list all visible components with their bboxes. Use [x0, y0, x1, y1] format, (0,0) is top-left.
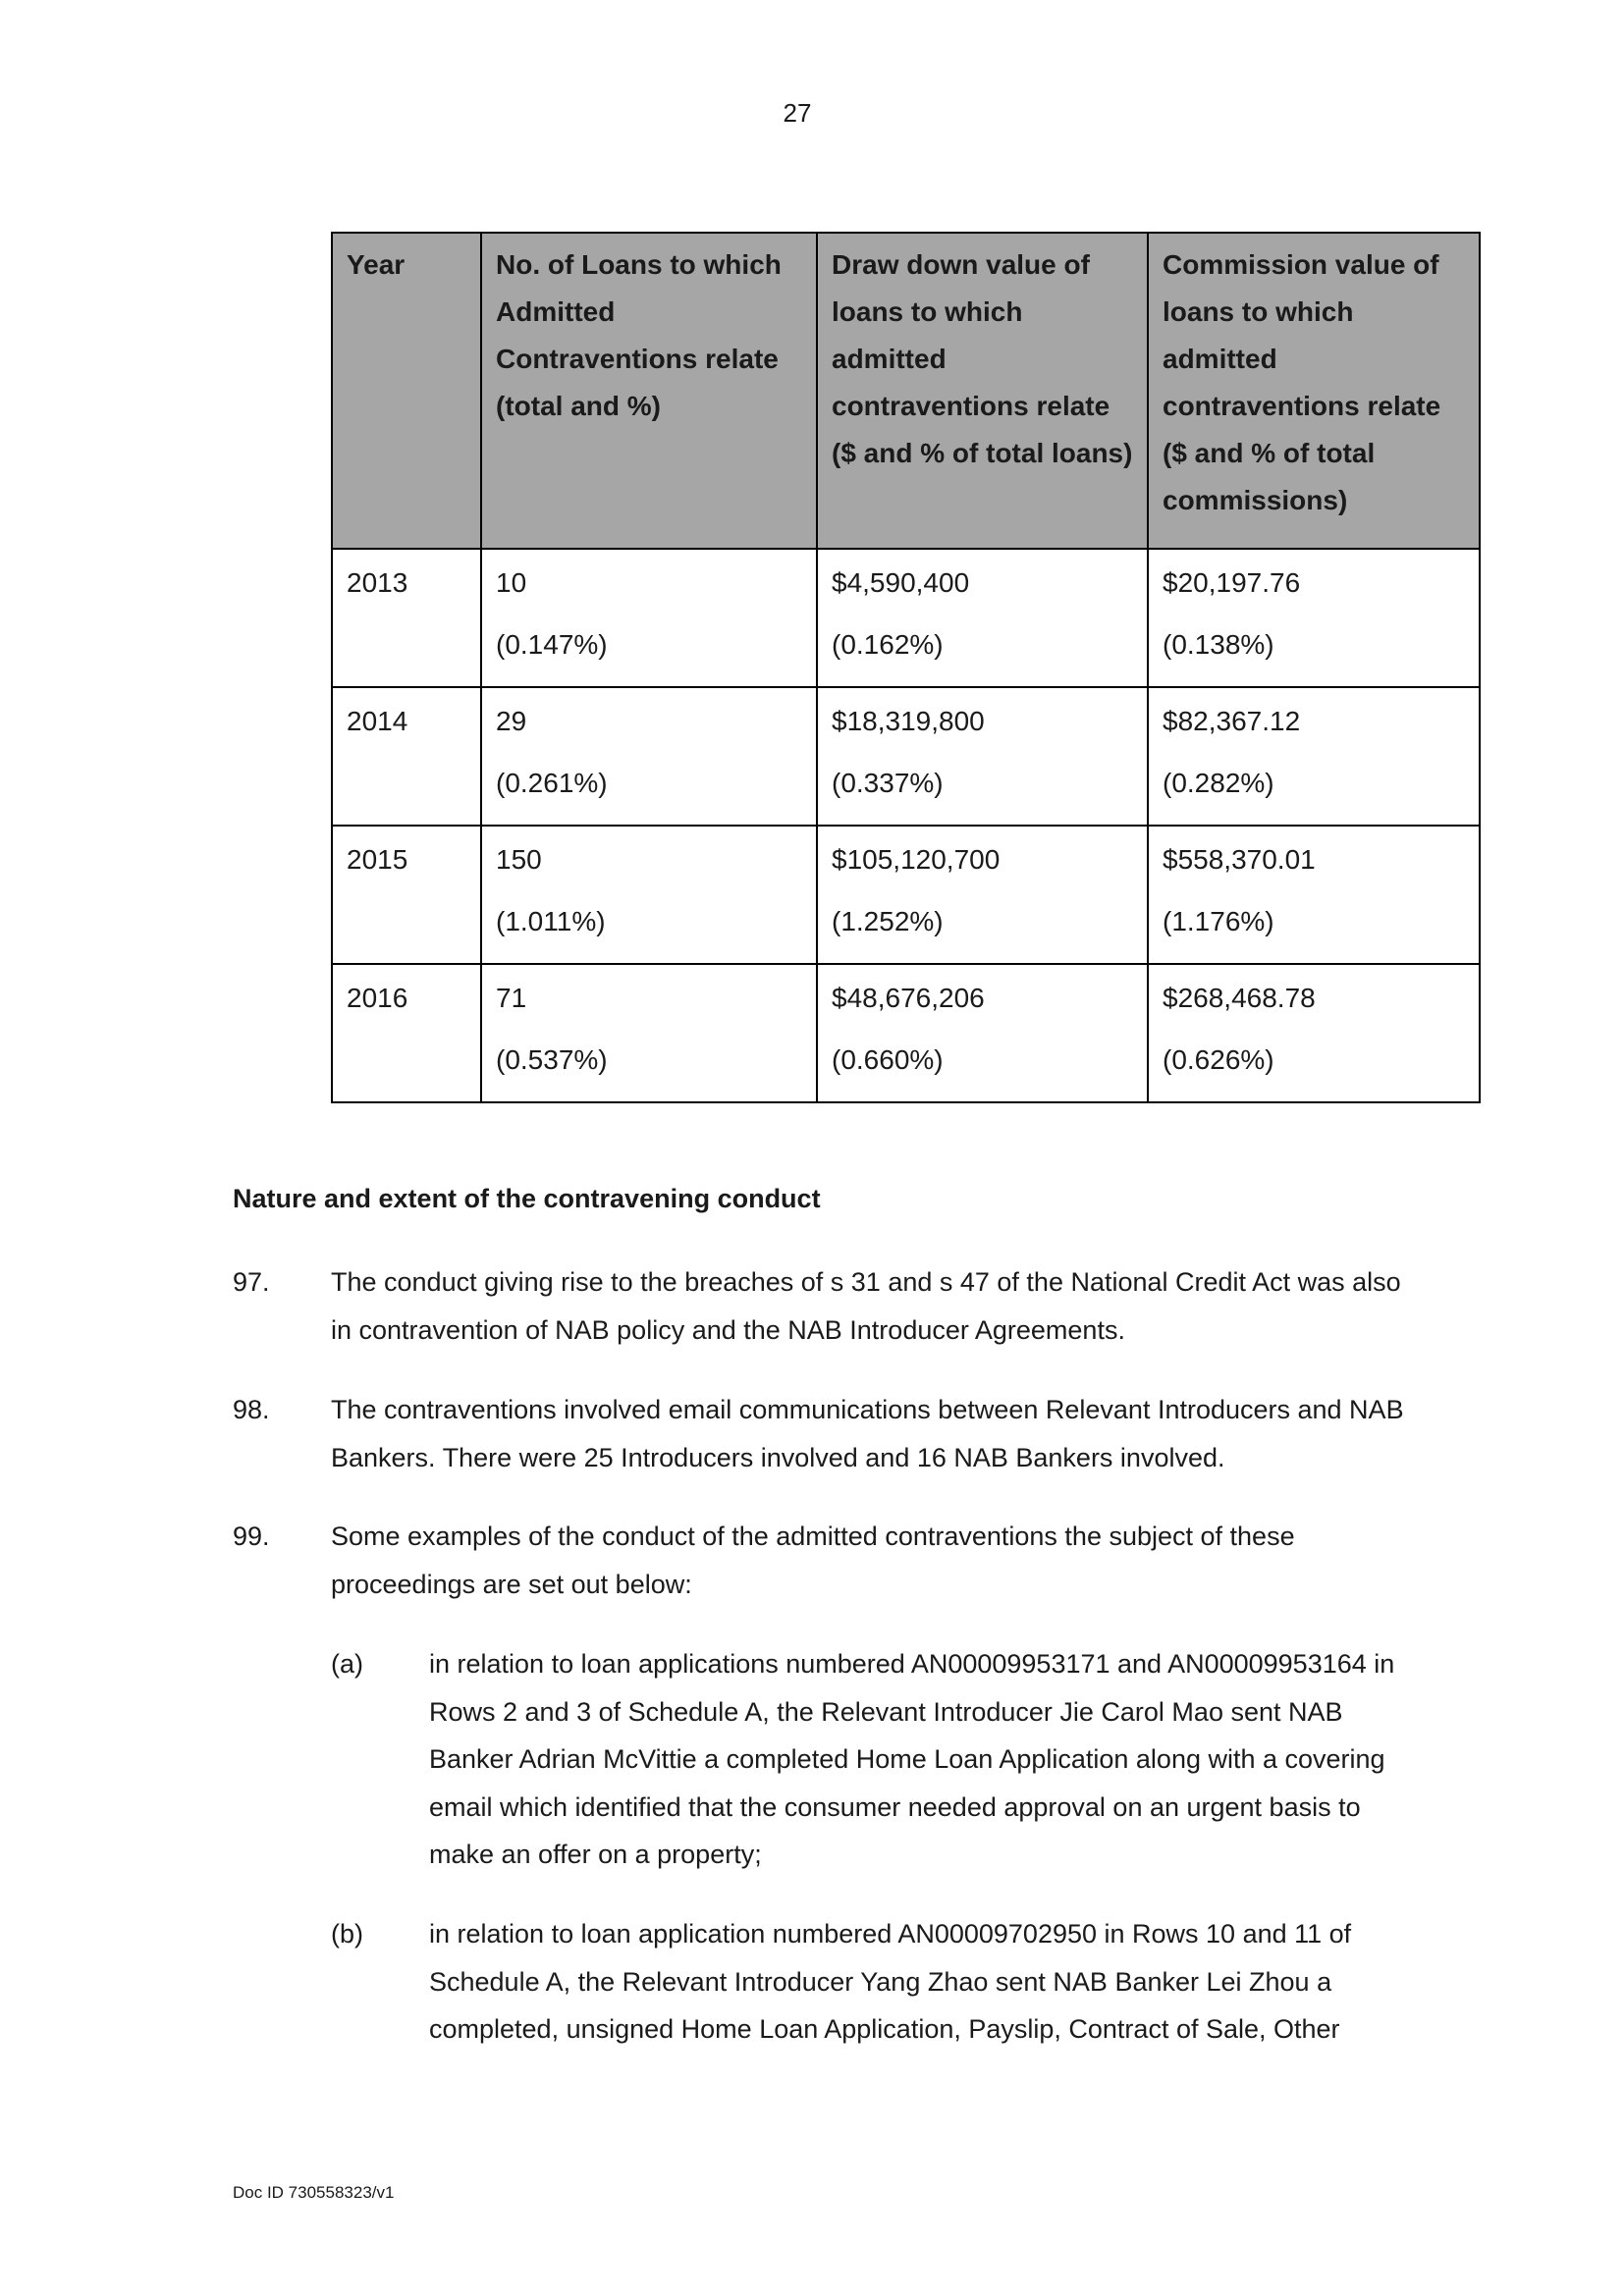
commission-cell — [1148, 549, 1480, 687]
commission-amount: $268,468.78 — [1163, 983, 1316, 1013]
drawdown-amount: $4,590,400 — [832, 567, 970, 598]
table-header-row — [332, 233, 1480, 549]
loans-cell — [481, 964, 817, 1102]
drawdown-amount: $105,120,700 — [832, 844, 1001, 875]
loans-count: 29 — [496, 706, 527, 736]
table-row — [332, 964, 1480, 1102]
paragraph-number: 99. — [233, 1522, 270, 1551]
contraventions-table — [331, 232, 1481, 1103]
commission-cell — [1148, 964, 1480, 1102]
header-loan-count: No. of Loans to which Admitted Contraventions relate (total and %) — [481, 233, 817, 549]
subparagraph-text: in relation to loan application numbered AN00009702950 in Rows 10 and 11 of Schedule A, the Relevant Introducer Yang Zhao sent NAB Banker Lei Zhou a completed, unsigned Home Loan Application, Payslip, Contract of Sale, Other — [429, 1919, 1352, 2044]
year-cell — [332, 964, 481, 1102]
year-cell — [332, 687, 481, 826]
loans-count: 71 — [496, 983, 527, 1013]
table-row — [332, 549, 1480, 687]
drawdown-percent: (1.252%) — [832, 906, 944, 936]
commission-cell — [1148, 826, 1480, 964]
commission-amount: $82,367.12 — [1163, 706, 1301, 736]
year-value: 2016 — [347, 983, 408, 1013]
commission-amount: $20,197.76 — [1163, 567, 1301, 598]
paragraph-text: The contraventions involved email communications between Relevant Introducers and NAB Bankers. There were 25 Introducers involved and 16 NAB Bankers involved. — [331, 1395, 1404, 1472]
table-row — [332, 687, 1480, 826]
subparagraph-label: (b) — [331, 1919, 363, 1949]
loans-count: 150 — [496, 844, 542, 875]
loans-percent: (0.147%) — [496, 629, 608, 660]
subparagraph-label: (a) — [331, 1649, 363, 1679]
year-value: 2015 — [347, 844, 408, 875]
year-cell — [332, 826, 481, 964]
drawdown-cell — [817, 964, 1148, 1102]
drawdown-amount: $48,676,206 — [832, 983, 985, 1013]
loans-cell — [481, 687, 817, 826]
year-value: 2013 — [347, 567, 408, 598]
drawdown-cell — [817, 826, 1148, 964]
commission-percent: (0.626%) — [1163, 1044, 1274, 1075]
year-value: 2014 — [347, 706, 408, 736]
drawdown-percent: (0.162%) — [832, 629, 944, 660]
subparagraph-text: in relation to loan applications numbered AN00009953171 and AN00009953164 in Rows 2 and 3 of Schedule A, the Relevant Introducer Jie Carol Mao sent NAB Banker Adrian McVittie a completed Home Loan Application along with a covering email which identified that the consumer needed approval on an urgent basis to make an offer on a property; — [429, 1649, 1395, 1869]
commission-percent: (0.282%) — [1163, 768, 1274, 798]
paragraph-number: 98. — [233, 1395, 270, 1424]
header-commission-value: Commission value of loans to which admitted contraventions relate ($ and % of total commissions) — [1148, 233, 1480, 549]
paragraph-number: 97. — [233, 1267, 270, 1297]
paragraph-text: Some examples of the conduct of the admitted contraventions the subject of these proceedings are set out below: — [331, 1522, 1295, 1599]
header-year: Year — [332, 233, 481, 549]
drawdown-cell — [817, 549, 1148, 687]
drawdown-cell — [817, 687, 1148, 826]
drawdown-amount: $18,319,800 — [832, 706, 985, 736]
header-drawdown-value: Draw down value of loans to which admitted contraventions relate ($ and % of total loans) — [817, 233, 1148, 549]
doc-id-footer: Doc ID 730558323/v1 — [233, 2183, 395, 2202]
loans-percent: (0.537%) — [496, 1044, 608, 1075]
page-number: 27 — [783, 98, 812, 128]
loans-percent: (1.011%) — [496, 906, 606, 936]
paragraph-text: The conduct giving rise to the breaches of s 31 and s 47 of the National Credit Act was also in contravention of NAB policy and the NAB Introducer Agreements. — [331, 1267, 1401, 1345]
loans-cell — [481, 549, 817, 687]
table-row — [332, 826, 1480, 964]
section-heading: Nature and extent of the contravening conduct — [233, 1184, 821, 1213]
loans-percent: (0.261%) — [496, 768, 608, 798]
drawdown-percent: (0.337%) — [832, 768, 944, 798]
commission-cell — [1148, 687, 1480, 826]
commission-amount: $558,370.01 — [1163, 844, 1316, 875]
year-cell — [332, 549, 481, 687]
drawdown-percent: (0.660%) — [832, 1044, 944, 1075]
commission-percent: (1.176%) — [1163, 906, 1274, 936]
commission-percent: (0.138%) — [1163, 629, 1274, 660]
loans-count: 10 — [496, 567, 527, 598]
loans-cell — [481, 826, 817, 964]
